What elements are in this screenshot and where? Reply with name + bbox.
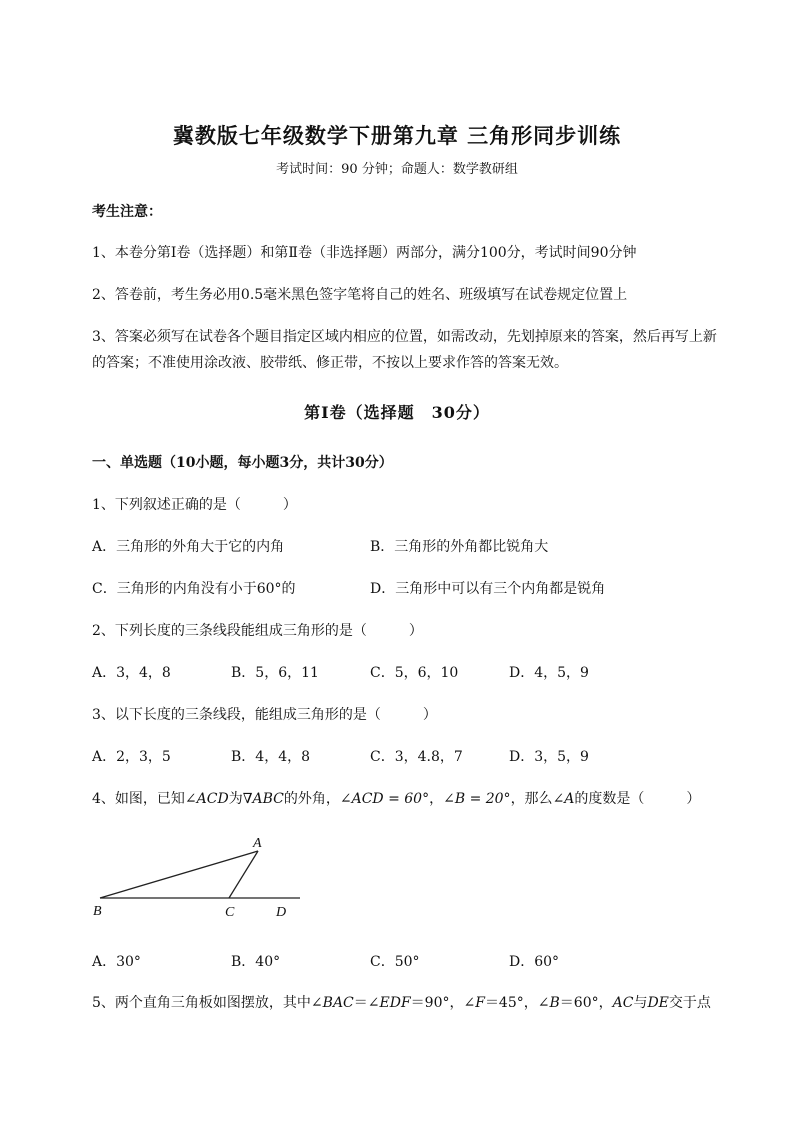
- triangle-figure: [86, 828, 316, 928]
- question-5-stem: 5、两个直角三角板如图摆放，其中∠BAC＝∠EDF＝90°，∠F＝45°，∠B＝60°，AC与DE交于点: [92, 995, 711, 1011]
- angle-a: ∠A: [552, 791, 575, 807]
- q4-option-d[interactable]: D．60°: [509, 954, 560, 970]
- q4-option-b[interactable]: B．40°: [231, 954, 281, 970]
- question-4-stem: 4、如图，已知∠ACD为∇ABC的外角，∠ACD = 60°，∠B = 20°，那么∠A的度数是（ ）: [92, 791, 701, 807]
- q1-option-b[interactable]: B．三角形的外角都比锐角大: [370, 539, 549, 555]
- question-2-stem: 2、下列长度的三条线段能组成三角形的是（ ）: [92, 623, 423, 639]
- q2-option-b[interactable]: B．5，6，11: [231, 665, 319, 681]
- exam-info: 考试时间：90 分钟；命题人：数学教研组: [276, 162, 518, 177]
- section-title: 第Ⅰ卷（选择题 30分）: [304, 403, 490, 422]
- notice-heading: 考生注意：: [92, 204, 162, 220]
- q1-option-d[interactable]: D．三角形中可以有三个内角都是锐角: [370, 581, 606, 597]
- q4-option-a[interactable]: A．30°: [92, 954, 141, 970]
- triangle-abc: ∇ABC: [242, 791, 284, 807]
- question-3-stem: 3、以下长度的三条线段，能组成三角形的是（ ）: [92, 707, 437, 723]
- given-angle-acd: ∠ACD = 60°: [339, 791, 430, 807]
- given-angle-b: ∠B = 20°: [443, 791, 511, 807]
- notice-item-3-cont: 的答案；不准使用涂改液、胶带纸、修正带，不按以上要求作答的答案无效。: [92, 355, 568, 371]
- notice-item-3: 3、答案必须写在试卷各个题目指定区域内相应的位置，如需改动，先划掉原来的答案，然后再写上新: [92, 329, 717, 345]
- q1-option-c[interactable]: C．三角形的内角没有小于60°的: [92, 581, 296, 597]
- q3-option-b[interactable]: B．4，4，8: [231, 749, 311, 765]
- q3-option-a[interactable]: A．2，3，5: [92, 749, 171, 765]
- segment-ba: [100, 851, 258, 898]
- q3-option-c[interactable]: C．3，4.8，7: [370, 749, 463, 765]
- notice-item-2: 2、答卷前，考生务必用0.5毫米黑色签字笔将自己的姓名、班级填写在试卷规定位置上: [92, 287, 628, 303]
- q1-option-a[interactable]: A．三角形的外角大于它的内角: [92, 539, 285, 555]
- angle-acd: ∠ACD: [184, 791, 229, 807]
- page-title: 冀教版七年级数学下册第九章 三角形同步训练: [172, 123, 622, 148]
- q4-option-c[interactable]: C．50°: [370, 954, 420, 970]
- q2-option-d[interactable]: D．4，5，9: [509, 665, 589, 681]
- q2-option-a[interactable]: A．3，4，8: [92, 665, 171, 681]
- label-b: B: [93, 904, 102, 919]
- question-1-stem: 1、下列叙述正确的是（ ）: [92, 497, 297, 513]
- label-c: C: [225, 905, 235, 920]
- label-d: D: [276, 905, 287, 920]
- q2-option-c[interactable]: C．5，6，10: [370, 665, 459, 681]
- notice-item-1: 1、本卷分第Ⅰ卷（选择题）和第Ⅱ卷（非选择题）两部分，满分100分，考试时间90分钟: [92, 245, 637, 261]
- q3-option-d[interactable]: D．3，5，9: [509, 749, 589, 765]
- label-a: A: [253, 836, 262, 851]
- part-heading: 一、单选题（10小题，每小题3分，共计30分）: [92, 455, 393, 471]
